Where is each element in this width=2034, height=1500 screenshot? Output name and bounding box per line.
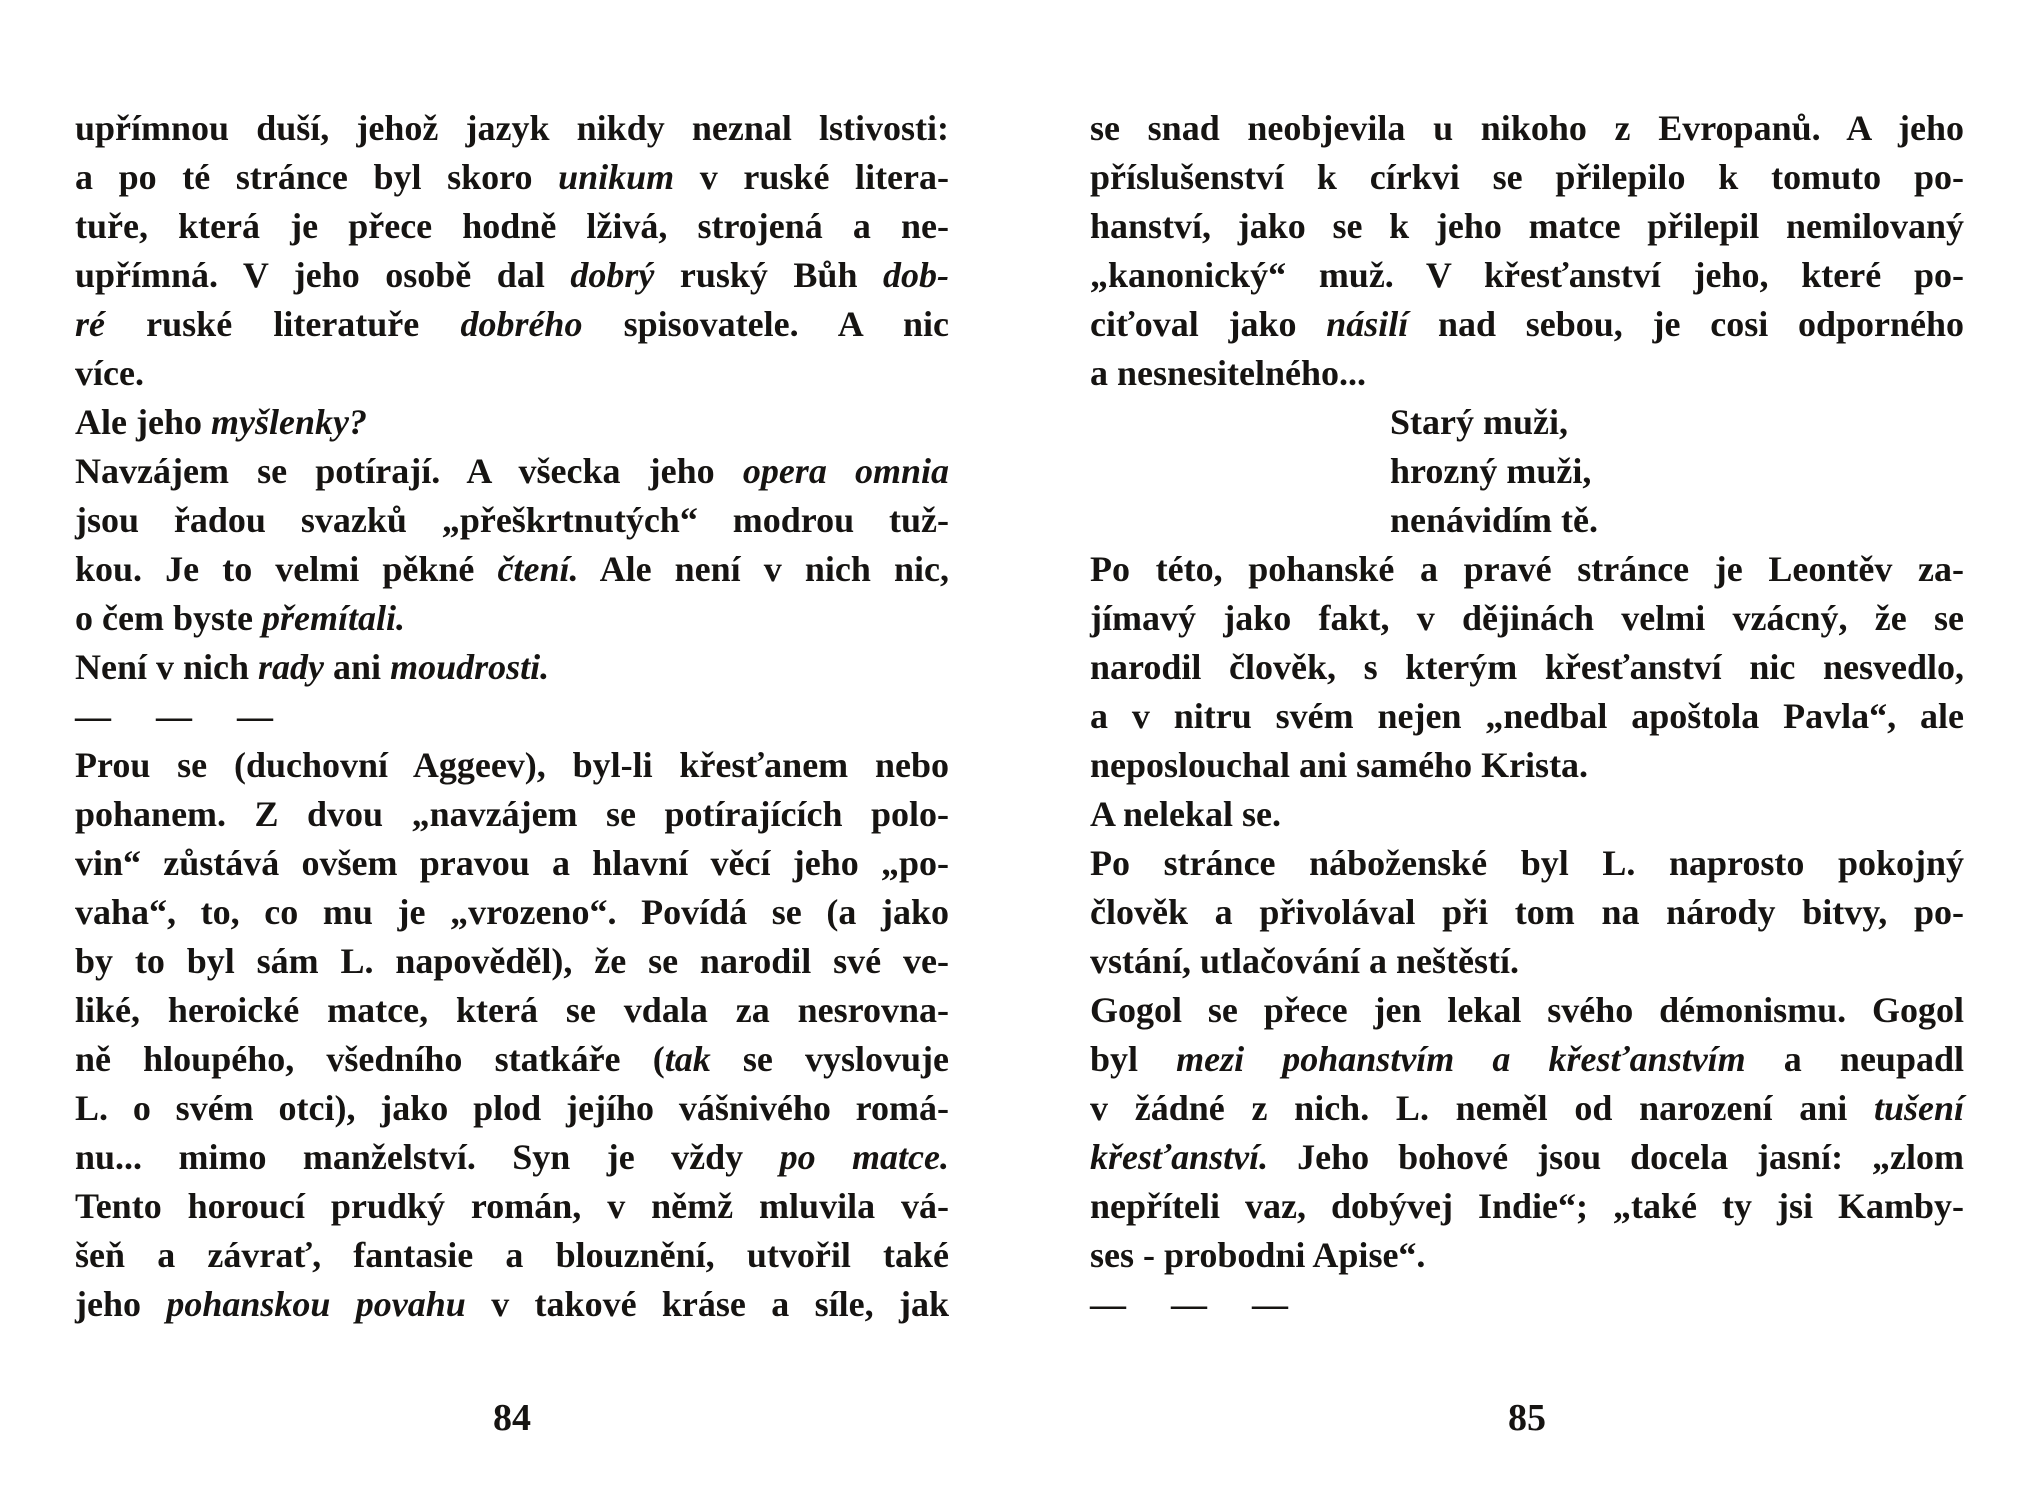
text-line [1090, 594, 1964, 643]
text-segment: a nesnesitelného... [1090, 353, 1367, 393]
text-line [75, 202, 949, 251]
text-segment: spisovatele. A nic [582, 304, 949, 344]
text-segment: ciťoval jako [1090, 304, 1327, 344]
text-line [1090, 153, 1964, 202]
text-segment: Jeho bohové jsou docela jasní: „zlom [1268, 1137, 1964, 1177]
text-segment: Ale není v nich nic, [578, 549, 949, 589]
text-segment: tuře, která je přece hodně lživá, strojená a ne- [75, 206, 949, 246]
text-line [1090, 545, 1964, 594]
text-segment: ses - probodni Apise“. [1090, 1235, 1426, 1275]
italic-text-segment: dob- [882, 255, 949, 295]
text-segment: liké, heroické matce, která se vdala za nesrovna- [75, 990, 949, 1030]
text-segment: nenávidím tě. [1390, 500, 1599, 540]
italic-text-segment: opera omnia [742, 451, 949, 491]
text-line [75, 790, 949, 839]
italic-text-segment: přemítali. [261, 598, 405, 638]
text-segment: hanství, jako se k jeho matce přilepil nemilovaný [1090, 206, 1964, 246]
text-segment: „kanonický“ muž. V křesťanství jeho, které po- [1090, 255, 1964, 295]
text-line [75, 300, 949, 349]
italic-text-segment: dobrého [460, 304, 583, 344]
text-segment: příslušenství k církvi se přilepilo k tomuto po- [1090, 157, 1964, 197]
text-segment: hrozný muži, [1390, 451, 1592, 491]
text-line [75, 447, 949, 496]
text-line [75, 1280, 949, 1329]
text-segment: neposlouchal ani samého Krista. [1090, 745, 1589, 785]
text-line [1090, 937, 1964, 986]
page-left-text [75, 104, 949, 1329]
text-line [75, 349, 949, 398]
text-segment: ně hloupého, všedního statkáře ( [75, 1039, 665, 1079]
text-line [1090, 839, 1964, 888]
text-line [1090, 251, 1964, 300]
text-segment: A nelekal se. [1090, 794, 1282, 834]
italic-text-segment: rady [258, 647, 325, 687]
text-line [75, 937, 949, 986]
text-line [1090, 643, 1964, 692]
text-segment: člověk a přivolával při tom na národy bitvy, po- [1090, 892, 1964, 932]
text-line [1090, 1084, 1964, 1133]
section-separator [1090, 1280, 1964, 1329]
text-segment: Po této, pohanské a pravé stránce je Leontěv za- [1090, 549, 1964, 589]
italic-text-segment: násilí [1326, 304, 1409, 344]
text-line [75, 643, 949, 692]
italic-text-segment: myšlenky? [210, 402, 367, 442]
text-segment: nu... mimo manželství. Syn je vždy [75, 1137, 780, 1177]
text-segment: a v nitru svém nejen „nedbal apoštola Pavla“, ale [1090, 696, 1964, 736]
text-segment: nad sebou, je cosi odporného [1408, 304, 1965, 344]
text-segment: Ale jeho [75, 402, 211, 442]
text-segment: upřímná. V jeho osobě dal [75, 255, 571, 295]
text-segment: nepříteli vaz, dobývej Indie“; „také ty jsi Kamby- [1090, 1186, 1964, 1226]
text-line [75, 888, 949, 937]
page-number-left: 84 [493, 1397, 531, 1439]
section-separator [75, 692, 949, 741]
text-line [75, 1035, 949, 1084]
text-line [1090, 349, 1964, 398]
text-line [1090, 790, 1964, 839]
text-segment: a neupadl [1745, 1039, 1964, 1079]
page-number-right: 85 [1508, 1397, 1546, 1439]
text-line [75, 398, 949, 447]
italic-text-segment: dobrý [570, 255, 655, 295]
text-segment: Není v nich [75, 647, 259, 687]
text-line [1090, 888, 1964, 937]
text-line [75, 1231, 949, 1280]
italic-text-segment: pohanskou povahu [166, 1284, 466, 1324]
italic-text-segment: mezi pohanstvím a křesťanstvím [1176, 1039, 1746, 1079]
text-line [1090, 398, 1964, 447]
text-segment: Navzájem se potírají. A všecka jeho [75, 451, 743, 491]
text-segment: v žádné z nich. L. neměl od narození ani [1090, 1088, 1874, 1128]
text-line [75, 594, 949, 643]
text-segment: Starý muži, [1390, 402, 1568, 442]
text-line [1090, 692, 1964, 741]
page-right-text [1090, 104, 1964, 1329]
text-line [1090, 1035, 1964, 1084]
italic-text-segment: ré [75, 304, 105, 344]
text-segment: se vyslovuje [710, 1039, 949, 1079]
text-line [1090, 104, 1964, 153]
text-segment: jsou řadou svazků „přeškrtnutých“ modrou tuž- [75, 500, 949, 540]
text-line [1090, 447, 1964, 496]
text-segment: narodil člověk, s kterým křesťanství nic nesvedlo, [1090, 647, 1964, 687]
text-segment: kou. Je to velmi pěkné [75, 549, 498, 589]
text-line [75, 545, 949, 594]
text-line [1090, 496, 1964, 545]
italic-text-segment: tak [664, 1039, 711, 1079]
text-line [75, 153, 949, 202]
text-line [75, 839, 949, 888]
text-line [75, 1084, 949, 1133]
text-line [1090, 1133, 1964, 1182]
text-segment: o čem byste [75, 598, 262, 638]
text-line [75, 1133, 949, 1182]
text-segment: v ruské litera- [674, 157, 949, 197]
text-line [1090, 1231, 1964, 1280]
text-segment: vstání, utlačování a neštěstí. [1090, 941, 1520, 981]
text-line [75, 986, 949, 1035]
text-segment: L. o svém otci), jako plod jejího vášnivého romá- [75, 1088, 949, 1128]
text-segment: vin“ zůstává ovšem pravou a hlavní věcí jeho „po- [75, 843, 949, 883]
text-line [75, 1182, 949, 1231]
text-segment: Gogol se přece jen lekal svého démonismu. Gogol [1090, 990, 1964, 1030]
italic-text-segment: moudrosti. [390, 647, 550, 687]
text-line [1090, 1182, 1964, 1231]
text-segment: v takové kráse a síle, jak [465, 1284, 949, 1324]
text-line [75, 251, 949, 300]
text-segment: Po stránce náboženské byl L. naprosto pokojný [1090, 843, 1964, 883]
text-segment: ani [324, 647, 391, 687]
italic-text-segment: po matce. [779, 1137, 950, 1177]
text-segment: se snad neobjevila u nikoho z Evropanů. A jeho [1090, 108, 1964, 148]
italic-text-segment: unikum [558, 157, 675, 197]
text-segment: — — — [75, 696, 274, 736]
text-segment: více. [75, 353, 144, 393]
text-segment: upřímnou duší, jehož jazyk nikdy neznal lstivosti: [75, 108, 949, 148]
text-line [75, 104, 949, 153]
text-line [1090, 300, 1964, 349]
text-segment: ruské literatuře [105, 304, 461, 344]
text-segment: Tento horoucí prudký román, v němž mluvila vá- [75, 1186, 949, 1226]
italic-text-segment: tušení [1873, 1088, 1964, 1128]
text-line [75, 741, 949, 790]
text-segment: šeň a závrať, fantasie a blouznění, utvořil také [75, 1235, 949, 1275]
text-line [1090, 202, 1964, 251]
text-segment: ruský Bůh [654, 255, 883, 295]
text-segment: vaha“, to, co mu je „vrozeno“. Povídá se (a jako [75, 892, 949, 932]
text-line [1090, 741, 1964, 790]
text-segment: a po té stránce byl skoro [75, 157, 559, 197]
text-segment: by to byl sám L. napověděl), že se narodil své ve- [75, 941, 949, 981]
text-line [1090, 986, 1964, 1035]
text-segment: — — — [1090, 1284, 1289, 1324]
italic-text-segment: čtení. [497, 549, 579, 589]
text-segment: pohanem. Z dvou „navzájem se potírajících polo- [75, 794, 949, 834]
text-segment: byl [1090, 1039, 1177, 1079]
text-segment: jímavý jako fakt, v dějinách velmi vzácný, že se [1090, 598, 1964, 638]
text-line [75, 496, 949, 545]
text-segment: Prou se (duchovní Aggeev), byl-li křesťanem nebo [75, 745, 949, 785]
text-segment: jeho [75, 1284, 167, 1324]
italic-text-segment: křesťanství. [1090, 1137, 1269, 1177]
